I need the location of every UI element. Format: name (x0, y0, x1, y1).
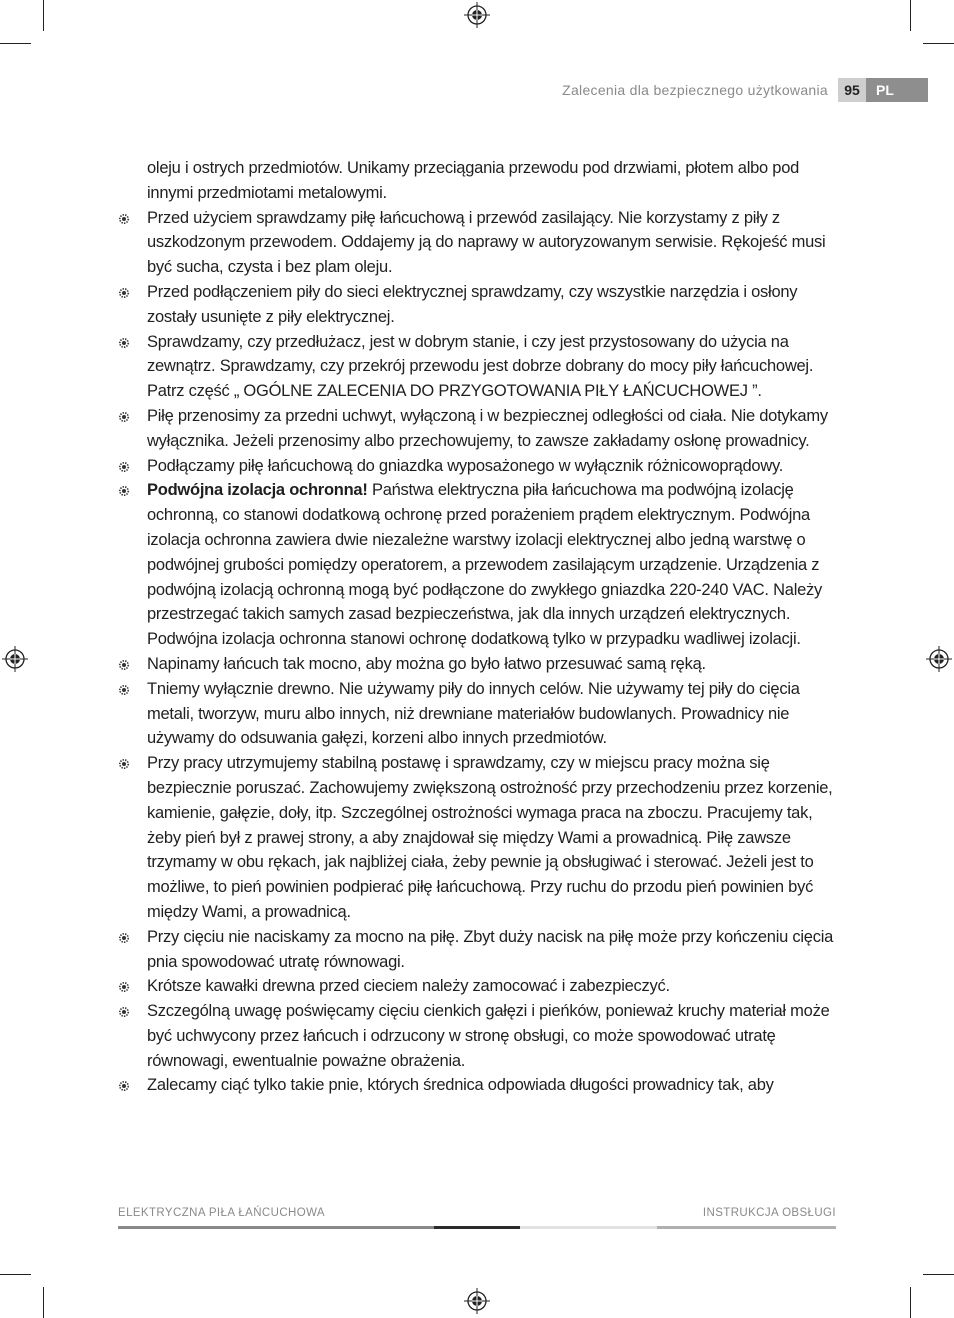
registration-mark-icon (2, 646, 28, 672)
crop-mark (910, 0, 911, 31)
crop-mark (910, 1287, 911, 1318)
list-item (118, 677, 840, 751)
list-item (118, 974, 840, 999)
list-item-text: Przed użyciem sprawdzamy piłę łańcuchową i przewód zasilający. Nie korzystamy z piły z uszkodzonym przewodem. Oddajemy ją do naprawy w autoryzowanym serwisie. Rękojeść musi być sucha, czysta i bez plam oleju. (147, 208, 826, 277)
footer-document-type: INSTRUKCJA OBSŁUGI (702, 1207, 836, 1219)
list-item (118, 478, 840, 652)
bullet-icon (118, 981, 130, 993)
section-title: Zalecenia dla bezpiecznego użytkowania (562, 82, 828, 98)
crop-mark (923, 43, 954, 44)
list-item (118, 280, 840, 330)
footer-rule (434, 1226, 520, 1229)
bullet-icon (118, 1006, 130, 1018)
crop-mark (43, 1287, 44, 1318)
registration-mark-icon (926, 646, 952, 672)
registration-mark-icon (464, 2, 490, 28)
list-item-text: Szczególną uwagę poświęcamy cięciu cienkich gałęzi i pieńków, ponieważ kruchy materiał może być uchwycony przez łańcuch i odrzucony w stronę obsługi, co może spowodować utratę równowagi, ewentualnie poważne obrażenia. (147, 1002, 830, 1070)
bullet-icon (118, 337, 130, 349)
footer-product-name: ELEKTRYCZNA PIŁA ŁAŃCUCHOWA (118, 1207, 325, 1219)
crop-mark (0, 43, 31, 44)
page-header (562, 78, 928, 102)
list-item (118, 1073, 840, 1098)
list-item (118, 206, 840, 280)
footer-rule (657, 1226, 836, 1229)
list-item-text: Zalecamy ciąć tylko takie pnie, których średnica odpowiada długości prowadnicy tak, aby (147, 1076, 774, 1095)
bullet-icon (118, 287, 130, 299)
double-insulation-heading: Podwójna izolacja ochronna! (147, 481, 368, 500)
list-item-text: Krótsze kawałki drewna przed cieciem należy zamocować i zabezpieczyć. (147, 977, 670, 996)
list-item-text: Sprawdzamy, czy przedłużacz, jest w dobrym stanie, i czy jest przystosowany do użycia na zewnątrz. Sprawdzamy, czy przekrój przewodu jest dobrze dobrany do mocy piły łańcuchowej. Patrz część „ OGÓLNE ZALECENIA DO PRZYGOTOWANIA PIŁY ŁAŃCUCHOWEJ ”. (147, 332, 814, 401)
bullet-list (118, 652, 840, 1098)
list-item-text: Przy cięciu nie naciskamy za mocno na piłę. Zbyt duży nacisk na piłę może przy kończeniu cięcia pnia spowodować utratę równowagi. (147, 927, 834, 971)
bullet-icon (118, 485, 130, 497)
list-item (118, 751, 840, 925)
double-insulation-text: Państwa elektryczna piła łańcuchowa ma podwójną izolację ochronną, co stanowi dodatkową ochronę przed porażeniem prądem elektrycznym. Podwójna izolacja ochronna zawiera dwie niezależne warstwy izolacji elektrycznej albo jedną warstwę o podwójnej grubości pomiędzy operatorem, a przewodem zasilającym urządzenie. Urządzenia z podwójną izolacją ochronną mogą być podłączone do zwykłego gniazdka 220-240 VAC. Należy przestrzegać takich samych zasad bezpieczeństwa, jak dla innych urządzeń elektrycznych. Podwójna izolacja ochronna stanowi ochronę dodatkową tylko w przypadku wadliwej izolacji. (147, 481, 823, 649)
list-item-text: Napinamy łańcuch tak mocno, aby można go było łatwo przesuwać samą ręką. (147, 654, 706, 673)
bullet-icon (118, 1080, 130, 1092)
list-item-text: Podłączamy piłę łańcuchową do gniazdka wyposażonego w wyłącznik różnicowoprądowy. (147, 456, 784, 475)
bullet-list (118, 206, 840, 479)
bullet-icon (118, 213, 130, 225)
bullet-icon (118, 684, 130, 696)
bullet-icon (118, 411, 130, 423)
main-content (118, 156, 840, 1098)
list-item (118, 454, 840, 479)
registration-mark-icon (464, 1288, 490, 1314)
bullet-icon (118, 932, 130, 944)
crop-mark (43, 0, 44, 31)
list-item (118, 925, 840, 975)
language-tab: PL (866, 78, 928, 102)
footer-rule (520, 1226, 657, 1229)
list-item (118, 652, 840, 677)
intro-paragraph: oleju i ostrych przedmiotów. Unikamy przeciągania przewodu pod drzwiami, płotem albo pod innymi przedmiotami metalowymi. (147, 159, 800, 202)
footer-rule (118, 1226, 434, 1229)
list-item-text: Piłę przenosimy za przedni uchwyt, wyłączoną i w bezpiecznej odległości od ciała. Nie dotykamy wyłącznika. Jeżeli przenosimy albo przechowujemy, to zawsze zakładamy osłonę prowadnicy. (147, 406, 828, 450)
crop-mark (0, 1274, 31, 1275)
bullet-icon (118, 758, 130, 770)
crop-mark (923, 1274, 954, 1275)
list-item (118, 999, 840, 1073)
list-item-text: Przed podłączeniem piły do sieci elektrycznej sprawdzamy, czy wszystkie narzędzia i osłony zostały usunięte z piły elektrycznej. (147, 282, 798, 326)
page-number: 95 (838, 78, 866, 102)
list-item (118, 330, 840, 404)
list-item-text: Przy pracy utrzymujemy stabilną postawę i sprawdzamy, czy w miejscu pracy można się bezpiecznie poruszać. Zachowujemy zwiększoną ostrożność przy przechodzeniu przez korzenie, kamienie, gałęzie, doły, itp. Szczególnej ostrożności wymaga praca na zboczu. Pracujemy tak, żeby pień był z prawej strony, a aby znajdował się między Wami a prowadnicą. Piłę zawsze trzymamy w obu rękach, jak najbliżej ciała, żeby pewnie ją obsługiwać i sterować. Jeżeli jest to możliwe, to pień powinien podpierać piłę łańcuchową. Przy ruchu do przodu pień powinien być między Wami, a prowadnicą. (147, 754, 833, 921)
bullet-icon (118, 659, 130, 671)
list-item (118, 404, 840, 454)
bullet-icon (118, 461, 130, 473)
list-item-text: Tniemy wyłącznie drewno. Nie używamy piły do innych celów. Nie używamy tej piły do cięcia metali, tworzyw, muru albo innych, niż drewniane materiałów budowlanych. Prowadnicy nie używamy do odsuwania gałęzi, korzeni albo innych przedmiotów. (147, 679, 800, 748)
